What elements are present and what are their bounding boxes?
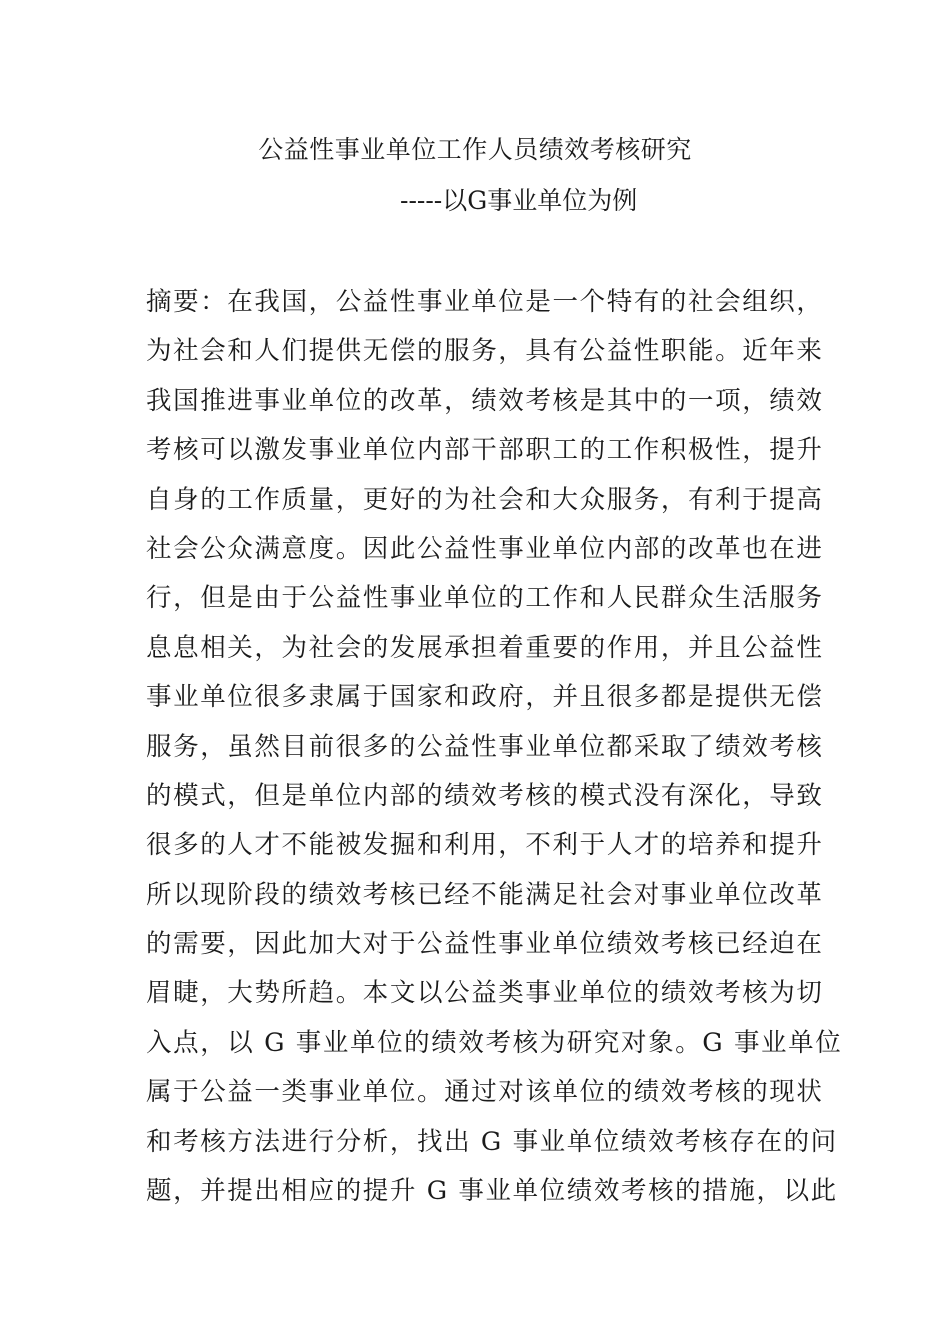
abstract-line: 我国推进事业单位的改革，绩效考核是其中的一项，绩效 <box>146 385 824 416</box>
abstract-line: 息息相关，为社会的发展承担着重要的作用，并且公益性 <box>146 632 824 663</box>
abstract-line: 服务，虽然目前很多的公益性事业单位都采取了绩效考核 <box>146 731 824 762</box>
abstract-line: 入点，以 G 事业单位的绩效考核为研究对象。G 事业单位 <box>146 1027 843 1058</box>
document-subtitle: -----以G事业单位为例 <box>400 186 638 215</box>
abstract-line: 考核可以激发事业单位内部干部职工的工作积极性，提升 <box>146 435 824 466</box>
document-title: 公益性事业单位工作人员绩效考核研究 <box>258 135 692 164</box>
abstract-line: 自身的工作质量，更好的为社会和大众服务，有利于提高 <box>146 484 824 515</box>
abstract-line: 所以现阶段的绩效考核已经不能满足社会对事业单位改革 <box>146 879 824 910</box>
abstract-line: 的模式，但是单位内部的绩效考核的模式没有深化，导致 <box>146 780 824 811</box>
abstract-line: 眉睫，大势所趋。本文以公益类事业单位的绩效考核为切 <box>146 978 824 1009</box>
abstract-line: 的需要，因此加大对于公益性事业单位绩效考核已经迫在 <box>146 929 824 960</box>
abstract-line: 属于公益一类事业单位。通过对该单位的绩效考核的现状 <box>146 1077 824 1108</box>
abstract-line: 和考核方法进行分析，找出 G 事业单位绩效考核存在的问 <box>146 1126 838 1157</box>
abstract-line: 社会公众满意度。因此公益性事业单位内部的改革也在进 <box>146 533 824 564</box>
abstract-line: 题，并提出相应的提升 G 事业单位绩效考核的措施，以此 <box>146 1176 838 1207</box>
abstract-line: 很多的人才不能被发掘和利用，不利于人才的培养和提升 <box>146 830 824 861</box>
abstract-line: 事业单位很多隶属于国家和政府，并且很多都是提供无偿 <box>146 682 824 713</box>
abstract-line: 为社会和人们提供无偿的服务，具有公益性职能。近年来 <box>146 336 824 367</box>
abstract-line: 摘要：在我国，公益性事业单位是一个特有的社会组织， <box>146 287 824 317</box>
abstract-paragraph <box>146 282 843 1220</box>
abstract-line: 行，但是由于公益性事业单位的工作和人民群众生活服务 <box>146 583 824 614</box>
